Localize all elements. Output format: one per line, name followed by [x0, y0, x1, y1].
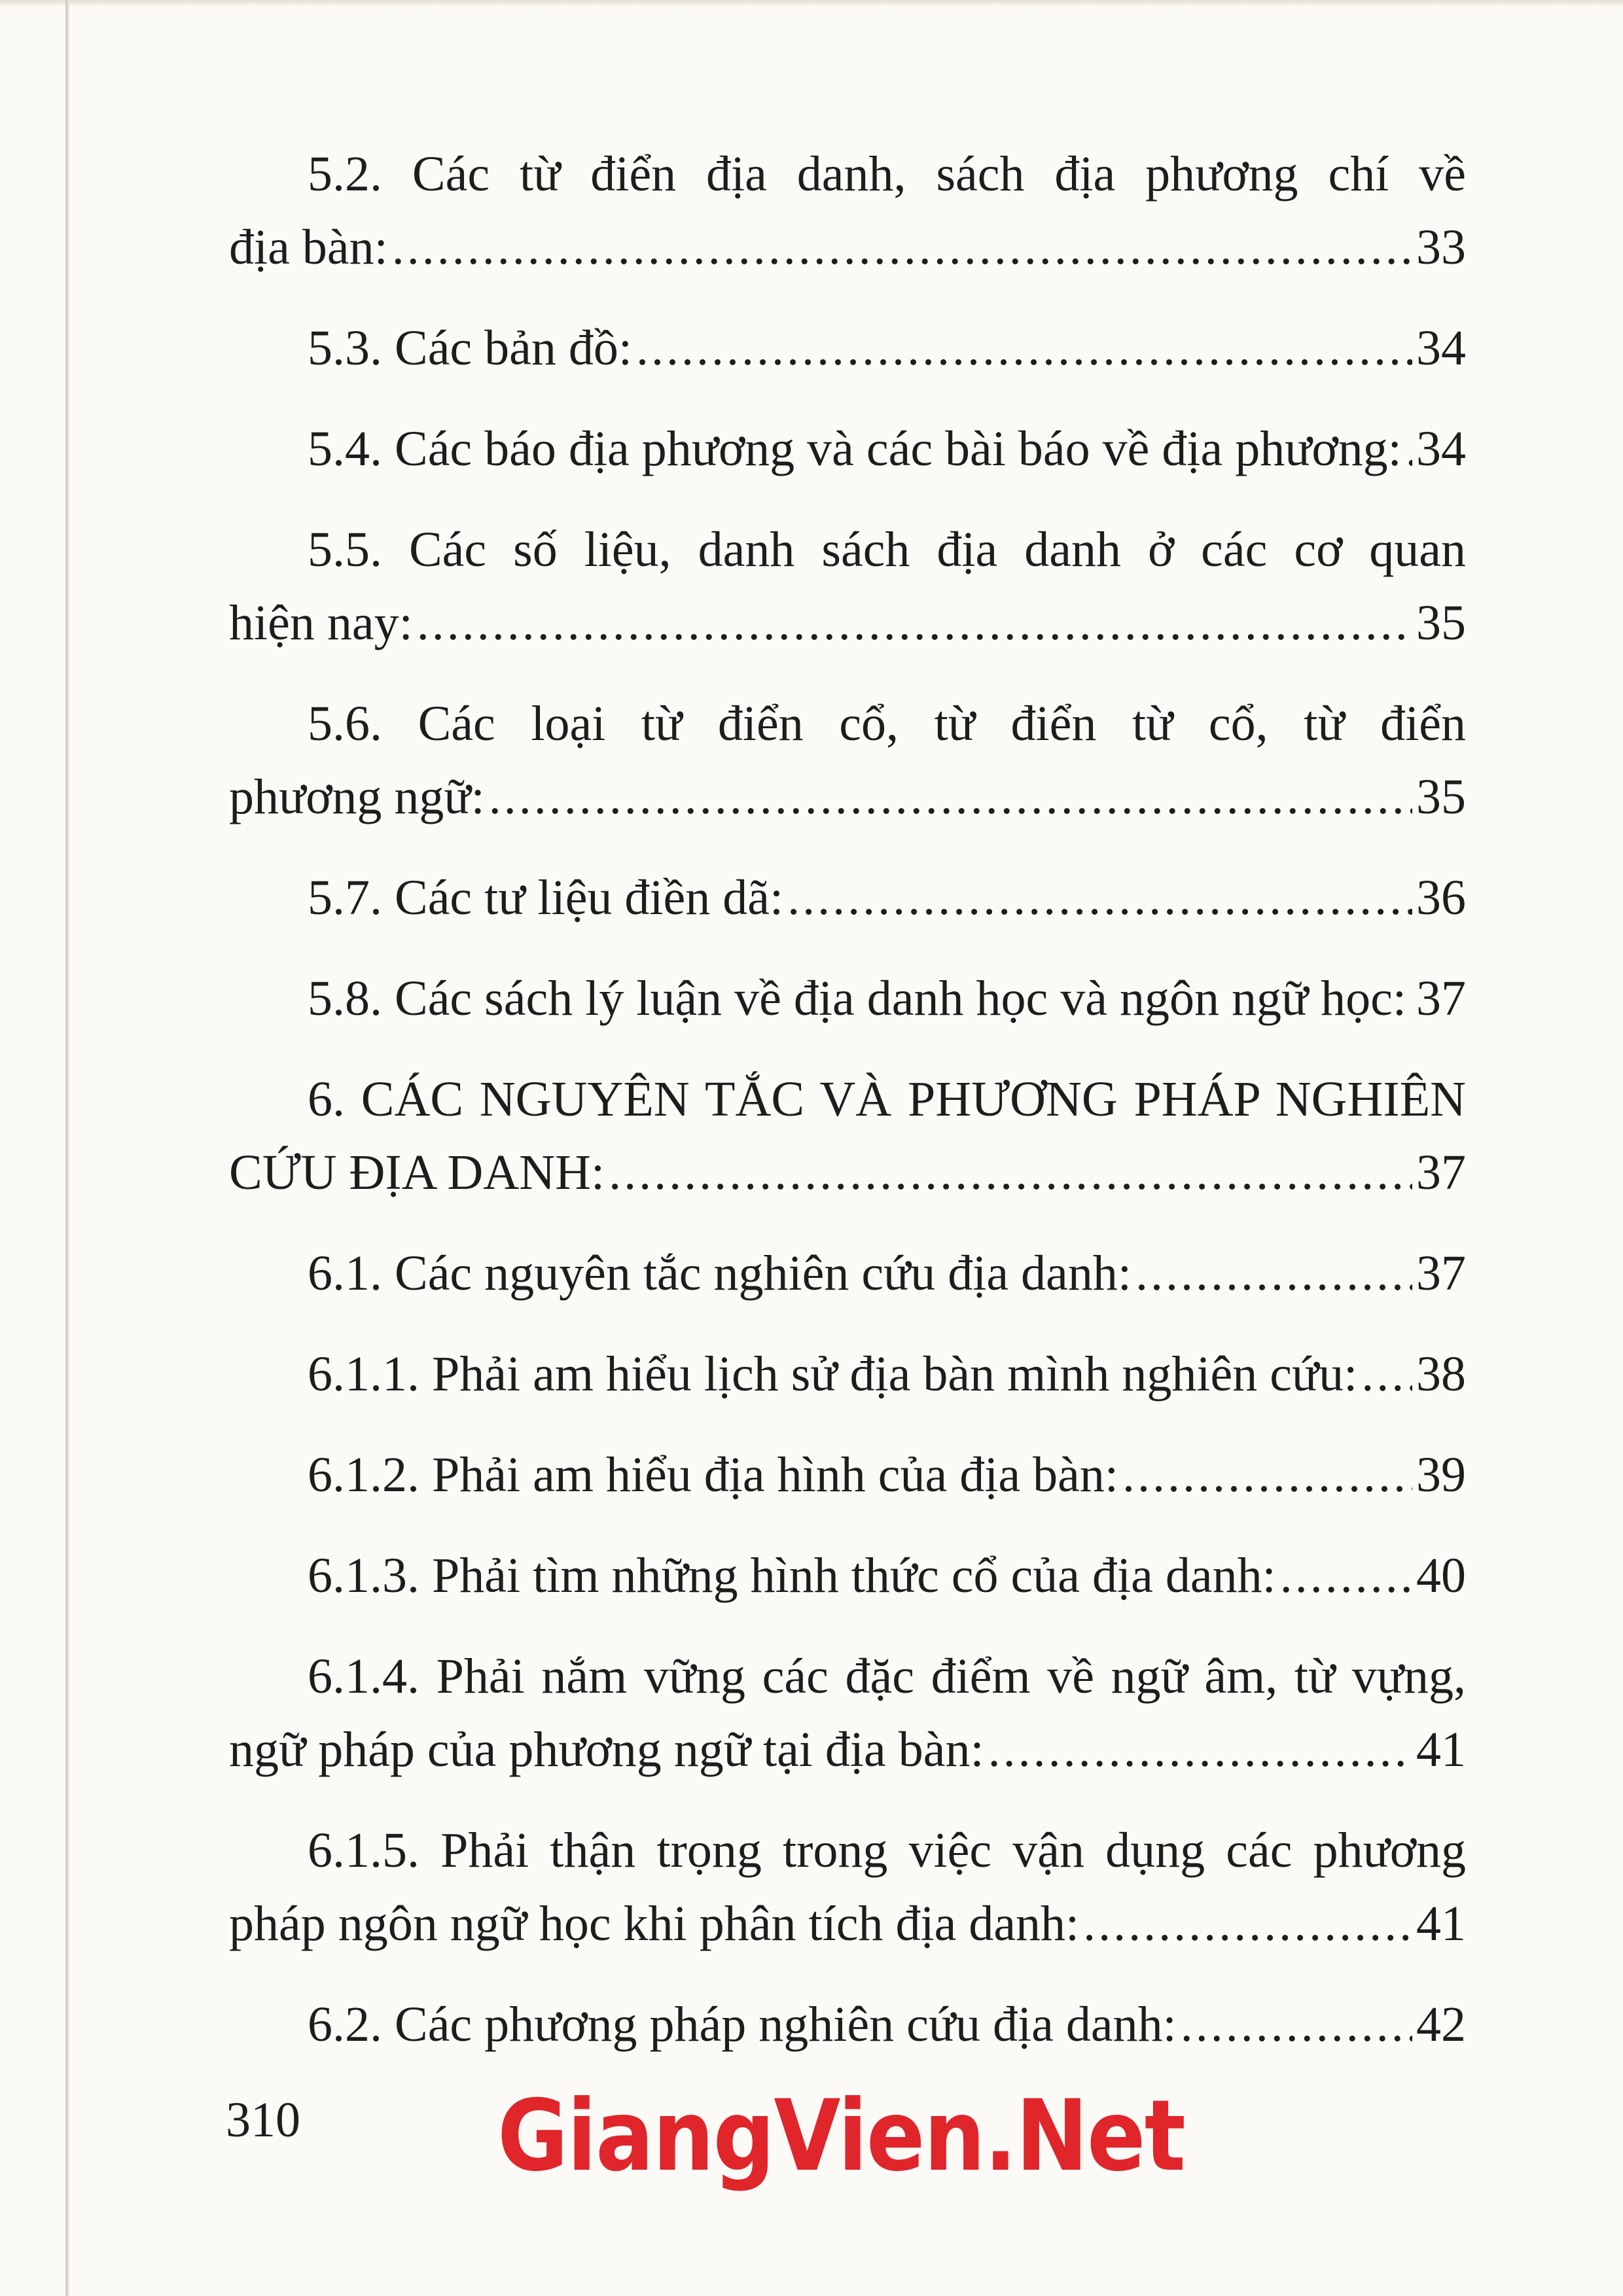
entry-spacer: [229, 284, 1466, 311]
toc-entry: [229, 1438, 1466, 1511]
entry-spacer: [229, 660, 1466, 687]
toc-page-number: 35: [1416, 769, 1466, 824]
toc-entry-leader-line: [229, 861, 1466, 934]
dot-leader: [1135, 1237, 1412, 1310]
toc-entry-leader-line: [229, 1337, 1466, 1411]
watermark-logo: GiangVien.Net: [497, 2079, 1185, 2193]
toc-entry: [229, 1988, 1466, 2061]
toc-entry-title: 6.1.3. Phải tìm những hình thức cổ của địa danh:: [308, 1548, 1276, 1603]
toc-entry-title-line: 5.5. Các số liệu, danh sách địa danh ở các cơ quan: [308, 522, 1466, 577]
dot-leader: [1083, 1887, 1412, 1960]
page-top-edge: [0, 0, 1623, 7]
toc-entry-leader-line: [229, 586, 1466, 660]
entry-spacer: [229, 1612, 1466, 1640]
toc-entry-title-line: 6.1.5. Phải thận trọng trong việc vận dụng các phương: [308, 1823, 1466, 1878]
entry-spacer: [229, 1960, 1466, 1988]
entry-spacer: [229, 1511, 1466, 1539]
toc-entry-leader-line: [229, 1713, 1466, 1786]
toc-entry: [229, 412, 1466, 486]
entry-spacer: [229, 1310, 1466, 1337]
toc-entry: [229, 1063, 1466, 1209]
toc-entry-leader-line: [229, 211, 1466, 284]
toc-entry-title-continuation: hiện nay:: [229, 595, 413, 650]
entry-spacer: [229, 1411, 1466, 1438]
toc-entry-title-line: 5.2. Các từ điển địa danh, sách địa phương chí về: [308, 147, 1466, 202]
toc-entry: [229, 1814, 1466, 1960]
entry-spacer: [229, 834, 1466, 861]
dot-leader: [1406, 412, 1412, 486]
toc-page-number: 33: [1416, 220, 1466, 275]
toc-entry-title: 6.1.1. Phải am hiểu lịch sử địa bàn mình nghiên cứu:: [308, 1347, 1358, 1402]
toc-page-number: 35: [1416, 595, 1466, 650]
toc-entry-leader-line: [229, 1438, 1466, 1511]
dot-leader: [417, 586, 1412, 660]
toc-entry-leader-line: [229, 962, 1466, 1035]
toc-entry: [229, 311, 1466, 385]
toc-entry-title: 6.1.2. Phải am hiểu địa hình của địa bàn:: [308, 1447, 1118, 1502]
toc-entry-leader-line: [229, 760, 1466, 834]
toc-entry-leader-line: [229, 1136, 1466, 1209]
toc-entry: [229, 1539, 1466, 1612]
toc-entry-leader-line: [229, 311, 1466, 385]
toc-entry-title: 6.1. Các nguyên tắc nghiên cứu địa danh:: [308, 1246, 1132, 1301]
dot-leader: [609, 1136, 1412, 1209]
toc-page-number: 37: [1416, 1145, 1466, 1200]
toc-entry-title-line: 6.1.4. Phải nắm vững các đặc điểm về ngữ âm, từ vựng,: [308, 1649, 1466, 1704]
toc-entry: [229, 861, 1466, 934]
toc-entry-leader-line: [229, 1237, 1466, 1310]
toc-entry: [229, 687, 1466, 834]
entry-spacer: [229, 1035, 1466, 1063]
toc-entry-title: 5.7. Các tư liệu điền dã:: [308, 870, 784, 925]
toc-entry-leader-line: [229, 1539, 1466, 1612]
toc-entry-title-continuation: ngữ pháp của phương ngữ tại địa bàn:: [229, 1722, 984, 1777]
entry-spacer: [229, 385, 1466, 412]
toc-entry: [229, 962, 1466, 1035]
entry-spacer: [229, 1786, 1466, 1814]
toc-page-number: 34: [1416, 321, 1466, 376]
toc-entry: [229, 513, 1466, 660]
toc-entry-title-line: 5.6. Các loại từ điển cổ, từ điển từ cổ, từ điển: [308, 696, 1466, 751]
toc-page-number: 42: [1416, 1997, 1466, 2052]
entry-spacer: [229, 486, 1466, 513]
page-number: 310: [226, 2093, 300, 2147]
dot-leader: [1361, 1337, 1412, 1411]
toc-entry-title: 5.3. Các bản đồ:: [308, 321, 633, 376]
toc-entry-title: 5.4. Các báo địa phương và các bài báo về địa phương:: [308, 421, 1402, 476]
dot-leader: [489, 760, 1412, 834]
toc-page-number: 36: [1416, 870, 1466, 925]
toc-entry: [229, 1337, 1466, 1411]
toc-entry: [229, 1640, 1466, 1786]
toc-page-number: 37: [1416, 1246, 1466, 1301]
toc-entry-title-continuation: phương ngữ:: [229, 769, 485, 824]
toc-entry: [229, 137, 1466, 284]
toc-entry-title-continuation: pháp ngôn ngữ học khi phân tích địa danh:: [229, 1896, 1080, 1951]
toc-entry-title-continuation: CỨU ĐỊA DANH:: [229, 1145, 605, 1200]
toc-page-number: 34: [1416, 421, 1466, 476]
table-of-contents: [229, 137, 1466, 2061]
toc-page-number: 41: [1416, 1722, 1466, 1777]
dot-leader: [1122, 1438, 1412, 1511]
dot-leader: [392, 211, 1412, 284]
toc-page-number: 41: [1416, 1896, 1466, 1951]
dot-leader: [988, 1713, 1412, 1786]
dot-leader: [787, 861, 1412, 934]
dot-leader: [636, 311, 1412, 385]
toc-page-number: 37: [1416, 971, 1466, 1026]
toc-entry-leader-line: [229, 412, 1466, 486]
dot-leader: [1181, 1988, 1412, 2061]
toc-entry-title: 6.2. Các phương pháp nghiên cứu địa danh:: [308, 1997, 1177, 2052]
toc-entry: [229, 1237, 1466, 1310]
toc-entry-title: 5.8. Các sách lý luận về địa danh học và ngôn ngữ học:: [308, 971, 1406, 1026]
toc-entry-leader-line: [229, 1887, 1466, 1960]
toc-page-number: 40: [1416, 1548, 1466, 1603]
dot-leader: [1410, 962, 1412, 1035]
page-left-edge: [65, 0, 69, 2296]
entry-spacer: [229, 1209, 1466, 1237]
toc-page-number: 39: [1416, 1447, 1466, 1502]
entry-spacer: [229, 934, 1466, 962]
toc-entry-title-line: 6. CÁC NGUYÊN TẮC VÀ PHƯƠNG PHÁP NGHIÊN: [308, 1072, 1466, 1127]
dot-leader: [1280, 1539, 1412, 1612]
toc-entry-title-continuation: địa bàn:: [229, 220, 388, 275]
toc-page-number: 38: [1416, 1347, 1466, 1402]
toc-entry-leader-line: [229, 1988, 1466, 2061]
